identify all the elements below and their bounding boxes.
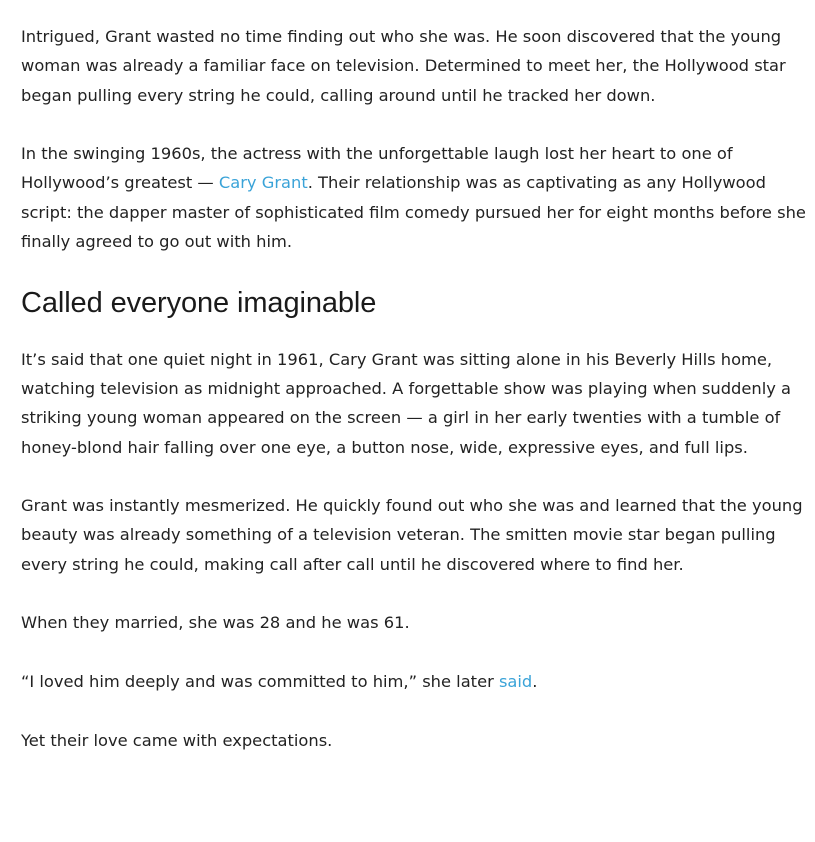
- article-paragraph: [21, 139, 809, 256]
- article-paragraph: [21, 667, 809, 696]
- article-paragraph: Intrigued, Grant wasted no time finding out who she was. He soon discovered that the young woman was already a familiar face on television. Determined to meet her, the Hollywood star began pulling every string he could, calling around until he tracked her down.: [21, 27, 786, 105]
- article-paragraph: Yet their love came with expectations.: [21, 730, 333, 750]
- paragraph-text: . Their relationship was as captivating as any Hollywood script: the dapper master of sophisticated film comedy pursued her for eight months before she finally agreed to go out with him.: [21, 173, 806, 252]
- article-body: [21, 22, 809, 784]
- source-said-link[interactable]: said: [498, 671, 533, 691]
- article-paragraph: When they married, she was 28 and he was 61.: [21, 613, 410, 633]
- article-paragraph: Grant was instantly mesmerized. He quickly found out who she was and learned that the young beauty was already something of a television veteran. The smitten movie star began pulling every string he could, making call after call until he discovered where to find her.: [21, 496, 803, 574]
- cary-grant-link[interactable]: Cary Grant: [218, 173, 308, 193]
- section-heading: Called everyone imaginable: [21, 286, 377, 319]
- quote-text: “I loved him deeply and was committed to him,” she later: [21, 671, 499, 691]
- article-paragraph: It’s said that one quiet night in 1961, Cary Grant was sitting alone in his Beverly Hills home, watching television as midnight approached. A forgettable show was playing when suddenly a striking young woman appeared on the screen — a girl in her early twenties with a tumble of honey-blond hair falling over one eye, a button nose, wide, expressive eyes, and full lips.: [21, 349, 792, 457]
- paragraph-text: In the swinging 1960s, the actress with the unforgettable laugh lost her heart to one of Hollywood’s greatest —: [21, 144, 733, 193]
- paragraph-text: .: [532, 671, 538, 691]
